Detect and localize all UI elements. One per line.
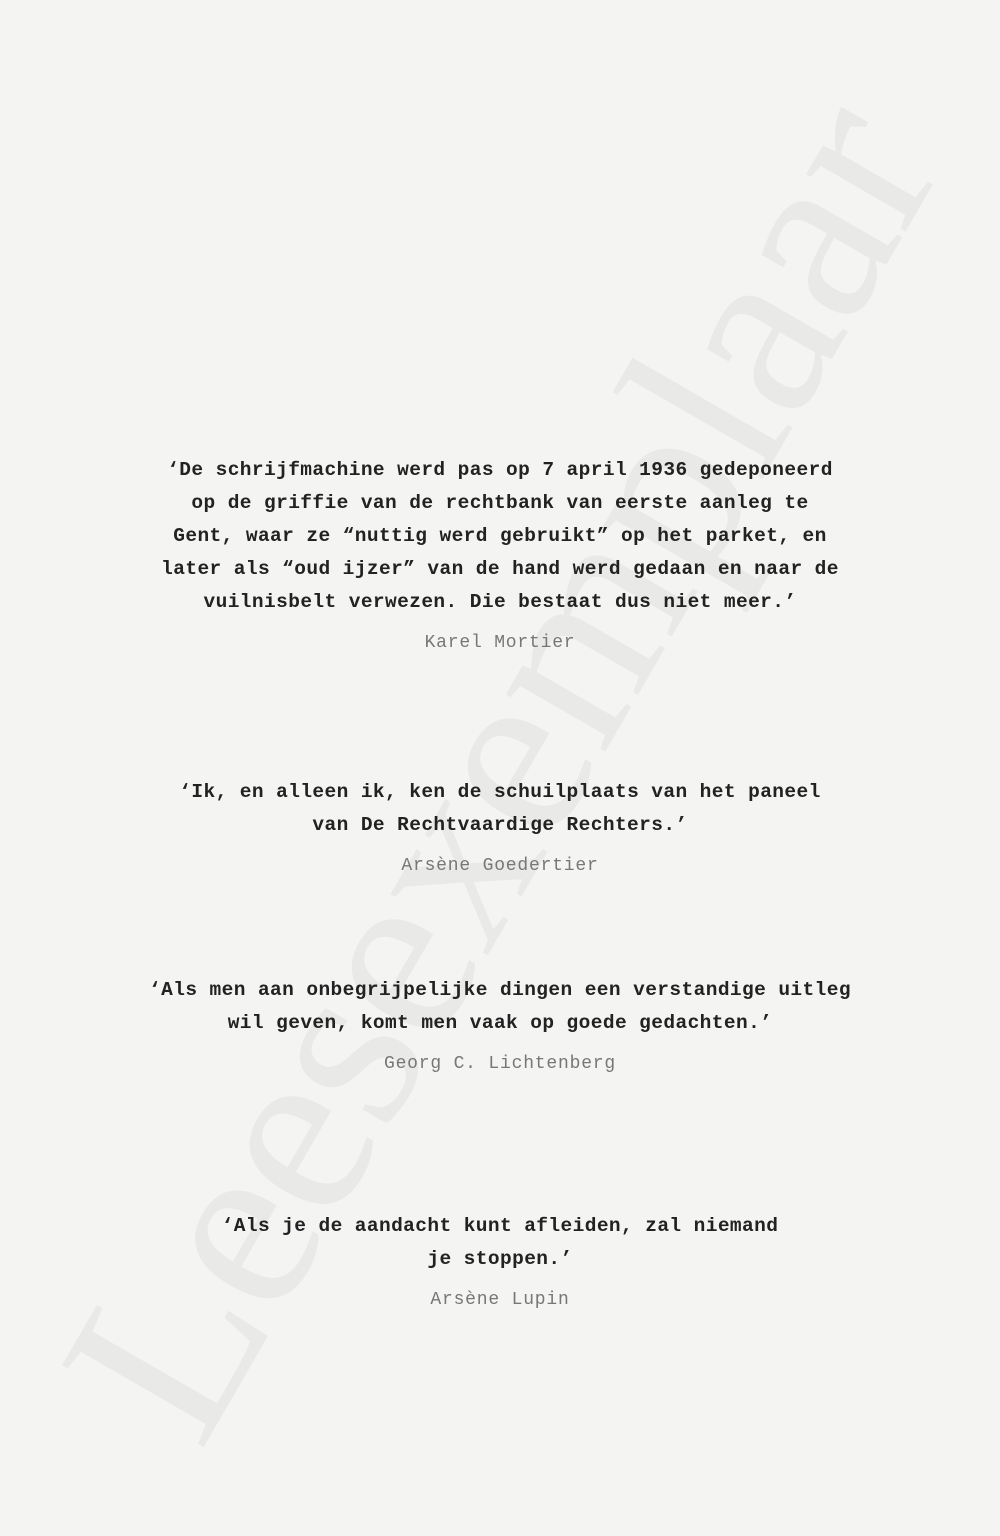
quote-line: van De Rechtvaardige Rechters.’ [312, 814, 688, 836]
quote-text [0, 454, 1000, 619]
quote-line: wil geven, komt men vaak op goede gedachten.’ [227, 1012, 773, 1034]
epigraph-quote [0, 1210, 1000, 1310]
epigraph-quote [0, 454, 1000, 653]
quote-text [0, 776, 1000, 842]
quote-author: Arsène Goedertier [401, 856, 599, 876]
quote-line: vuilnisbelt verwezen. Die bestaat dus niet meer.’ [203, 591, 797, 613]
epigraph-quote [0, 974, 1000, 1074]
quote-line: ‘Als je de aandacht kunt afleiden, zal niemand [221, 1215, 779, 1237]
quote-line: later als “oud ijzer” van de hand werd gedaan en naar de [161, 558, 839, 580]
quote-line: Gent, waar ze “nuttig werd gebruikt” op het parket, en [173, 525, 827, 547]
quote-line: ‘Ik, en alleen ik, ken de schuilplaats van het paneel [179, 781, 821, 803]
quote-author: Arsène Lupin [430, 1290, 570, 1310]
quote-text [0, 974, 1000, 1040]
quote-text [0, 1210, 1000, 1276]
quote-author: Georg C. Lichtenberg [383, 1054, 617, 1074]
quote-author: Karel Mortier [424, 633, 576, 653]
quote-line: ‘Als men aan onbegrijpelijke dingen een verstandige uitleg [149, 979, 851, 1001]
quote-line: op de griffie van de rechtbank van eerste aanleg te [191, 492, 809, 514]
quote-line: ‘De schrijfmachine werd pas op 7 april 1936 gedeponeerd [167, 459, 833, 481]
quote-line: je stoppen.’ [427, 1248, 573, 1270]
epigraph-quote [0, 776, 1000, 876]
